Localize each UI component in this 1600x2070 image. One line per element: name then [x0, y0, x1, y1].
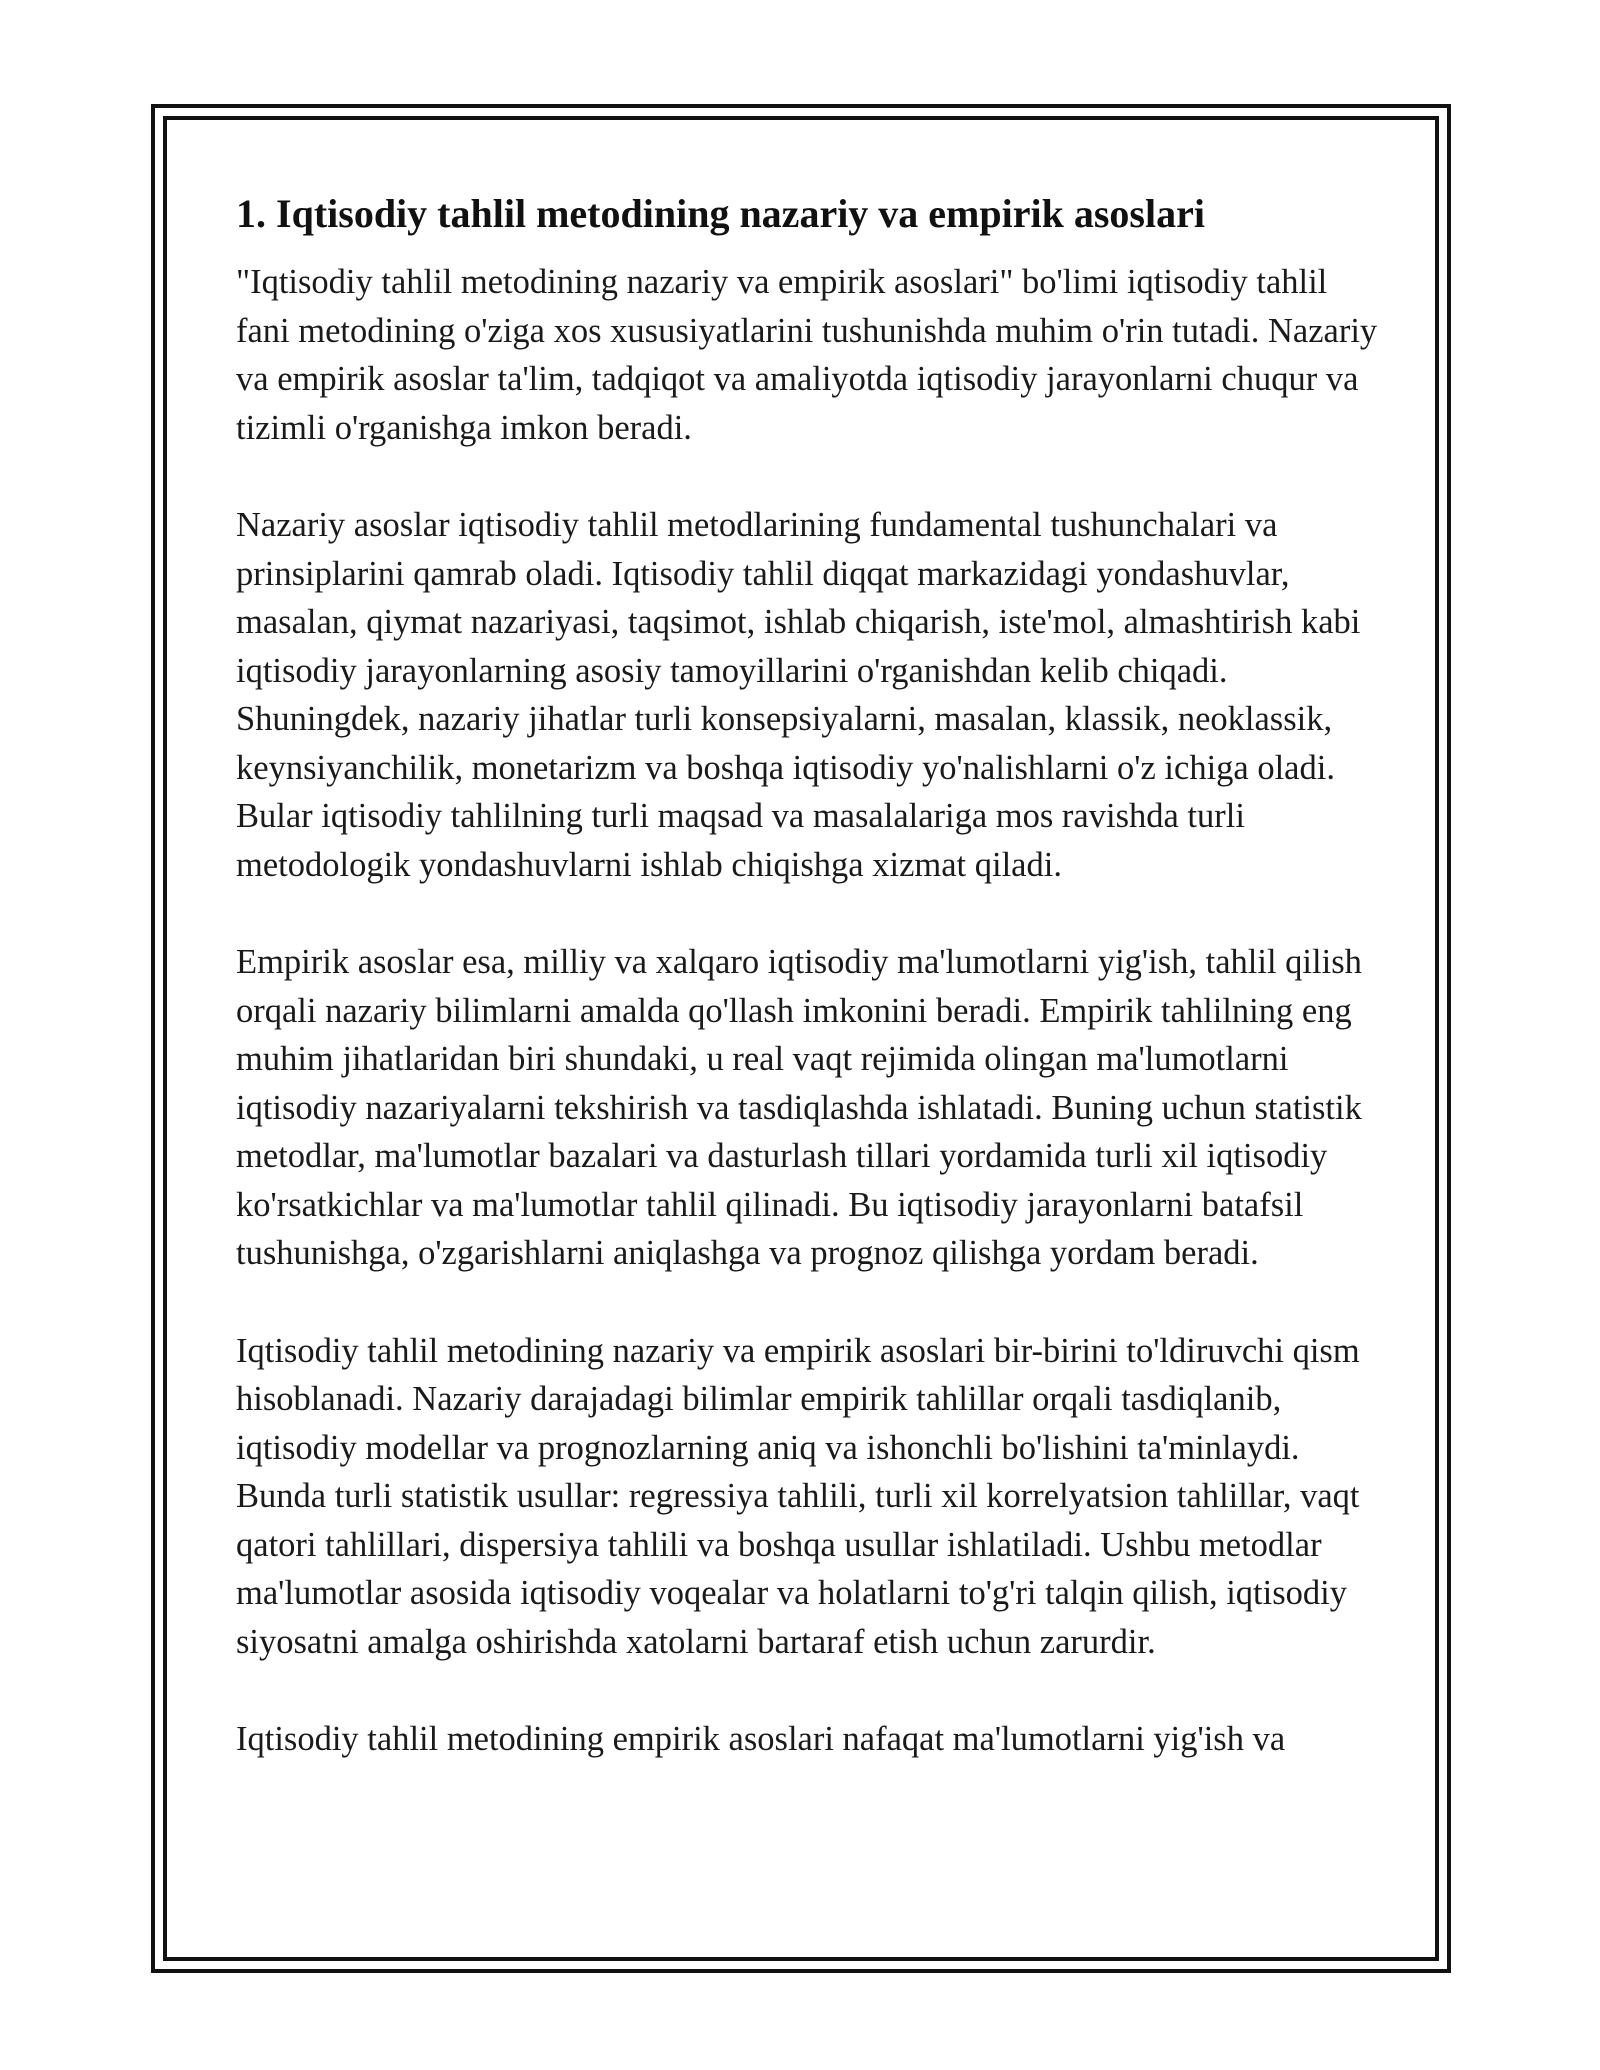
paragraph-theoretical: Nazariy asoslar iqtisodiy tahlil metodlarining fundamental tushunchalari va prinsiplarini qamrab oladi. Iqtisodiy tahlil diqqat markazidagi yondashuvlar, masalan, qiymat nazariyasi, taqsimot, ishlab chiqarish, iste'mol, almashtirish kabi iqtisodiy jarayonlarning asosiy tamoyillarini o'rganishdan kelib chiqadi. Shuningdek, nazariy jihatlar turli konsepsiyalarni, masalan, klassik, neoklassik, keynsiyanchilik, monetarizm va boshqa iqtisodiy yo'nalishlarni o'z ichiga oladi. Bular iqtisodiy tahlilning turli maqsad va masalalariga mos ravishda turli metodologik yondashuvlarni ishlab chiqishga xizmat qiladi.: [236, 506, 1361, 884]
paragraph-intro: "Iqtisodiy tahlil metodining nazariy va empirik asoslari" bo'limi iqtisodiy tahlil fani metodining o'ziga xos xususiyatlarini tushunishda muhim o'rin tutadi. Nazariy va empirik asoslar ta'lim, tadqiqot va amaliyotda iqtisodiy jarayonlarni chuqur va tizimli o'rganishga imkon beradi.: [236, 263, 1378, 447]
section-heading: 1. Iqtisodiy tahlil metodining nazariy va empirik asoslari: [236, 191, 1205, 236]
paragraph-empirical: Empirik asoslar esa, milliy va xalqaro iqtisodiy ma'lumotlarni yig'ish, tahlil qilish orqali nazariy bilimlarni amalda qo'llash imkonini beradi. Empirik tahlilning eng muhim jihatlaridan biri shundaki, u real vaqt rejimida olingan ma'lumotlarni iqtisodiy nazariyalarni tekshirish va tasdiqlashda ishlatadi. Buning uchun statistik metodlar, ma'lumotlar bazalari va dasturlash tillari yordamida turli xil iqtisodiy ko'rsatkichlar va ma'lumotlar tahlil qilinadi. Bu iqtisodiy jarayonlarni batafsil tushunishga, o'zgarishlarni aniqlashga va prognoz qilishga yordam beradi.: [236, 943, 1362, 1272]
paragraph-continuation: Iqtisodiy tahlil metodining empirik asoslari nafaqat ma'lumotlarni yig'ish va: [236, 1720, 1286, 1758]
document-body: [236, 186, 1386, 1764]
paragraph-complementary: Iqtisodiy tahlil metodining nazariy va empirik asoslari bir-birini to'ldiruvchi qism hisoblanadi. Nazariy darajadagi bilimlar empirik tahlillar orqali tasdiqlanib, iqtisodiy modellar va prognozlarning aniq va ishonchli bo'lishini ta'minlaydi. Bunda turli statistik usullar: regressiya tahlili, turli xil korrelyatsion tahlillar, vaqt qatori tahlillari, dispersiya tahlili va boshqa usullar ishlatiladi. Ushbu metodlar ma'lumotlar asosida iqtisodiy voqealar va holatlarni to'g'ri talqin qilish, iqtisodiy siyosatni amalga oshirishda xatolarni bartaraf etish uchun zarurdir.: [236, 1331, 1360, 1661]
